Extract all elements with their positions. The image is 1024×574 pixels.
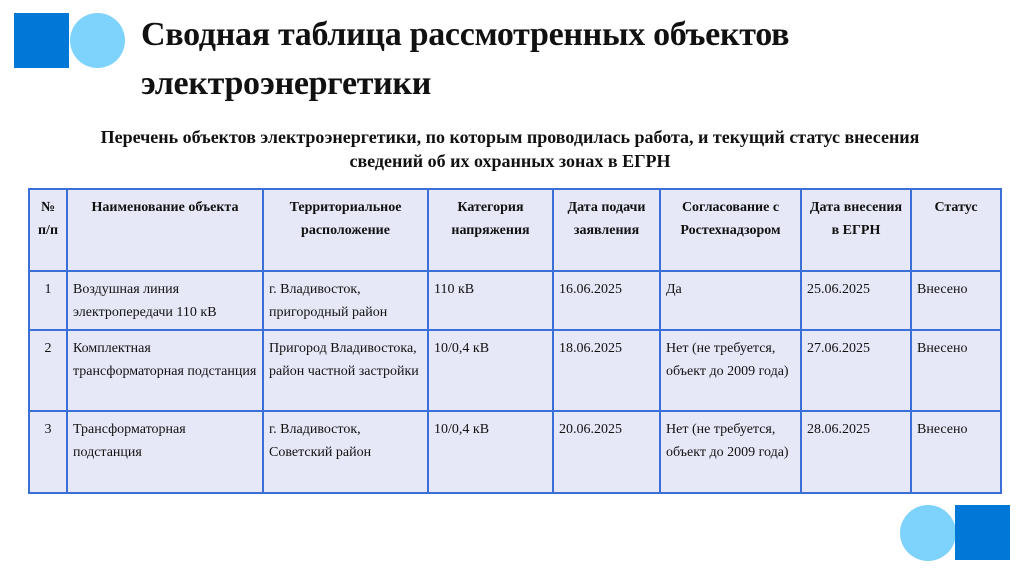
table-row [29, 271, 1001, 330]
header-application-date: Дата подачи заявления [553, 189, 660, 271]
slide-subtitle: Перечень объектов электроэнергетики, по которым проводилась работа, и текущий статус внесения сведений об их охранных зонах в ЕГРН [100, 127, 920, 171]
decorative-square-bottom-right [955, 505, 1010, 560]
slide-title: Сводная таблица рассмотренных объектов электроэнергетики [141, 16, 790, 102]
cell-status: Внесено [911, 330, 1001, 411]
cell-voltage: 10/0,4 кВ [428, 411, 553, 493]
cell-egrn-date: 28.06.2025 [801, 411, 911, 493]
table-row [29, 411, 1001, 493]
objects-summary-table [28, 188, 1002, 494]
cell-rostekhnadzor: Нет (не требуется, объект до 2009 года) [660, 411, 801, 493]
decorative-circle-bottom-right [900, 505, 956, 561]
cell-application-date: 20.06.2025 [553, 411, 660, 493]
cell-rostekhnadzor: Да [660, 271, 801, 330]
cell-object-name: Комплектная трансформаторная подстанция [67, 330, 263, 411]
cell-rostekhnadzor: Нет (не требуется, объект до 2009 года) [660, 330, 801, 411]
header-rostekhnadzor: Согласование с Ростехнадзором [660, 189, 801, 271]
header-status: Статус [911, 189, 1001, 271]
cell-status: Внесено [911, 271, 1001, 330]
cell-number: 3 [29, 411, 67, 493]
cell-location: г. Владивосток, пригородный район [263, 271, 428, 330]
cell-object-name: Трансформаторная подстанция [67, 411, 263, 493]
cell-location: Пригород Владивостока, район частной застройки [263, 330, 428, 411]
header-number: № п/п [29, 189, 67, 271]
cell-location: г. Владивосток, Советский район [263, 411, 428, 493]
table-header-row [29, 189, 1001, 271]
header-object-name: Наименование объекта [67, 189, 263, 271]
decorative-square-top-left [14, 13, 69, 68]
header-egrn-date: Дата внесения в ЕГРН [801, 189, 911, 271]
cell-voltage: 10/0,4 кВ [428, 330, 553, 411]
header-location: Территориальное расположение [263, 189, 428, 271]
cell-number: 1 [29, 271, 67, 330]
cell-voltage: 110 кВ [428, 271, 553, 330]
cell-egrn-date: 27.06.2025 [801, 330, 911, 411]
cell-status: Внесено [911, 411, 1001, 493]
decorative-circle-top-left [70, 13, 125, 68]
cell-egrn-date: 25.06.2025 [801, 271, 911, 330]
table-row [29, 330, 1001, 411]
cell-object-name: Воздушная линия электропередачи 110 кВ [67, 271, 263, 330]
cell-number: 2 [29, 330, 67, 411]
header-voltage: Категория напряжения [428, 189, 553, 271]
cell-application-date: 18.06.2025 [553, 330, 660, 411]
cell-application-date: 16.06.2025 [553, 271, 660, 330]
